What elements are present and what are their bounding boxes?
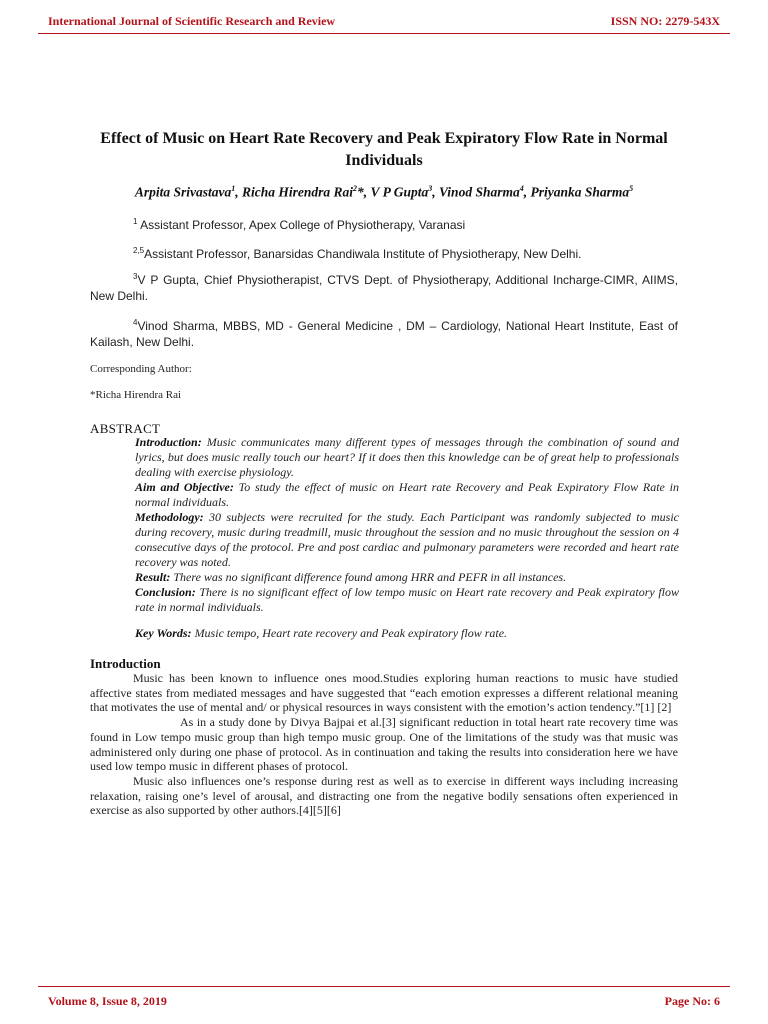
corresponding-author: *Richa Hirendra Rai: [90, 389, 182, 401]
affiliation-1: [90, 214, 678, 233]
corresponding-label: Corresponding Author:: [90, 363, 192, 375]
affiliation-superscript: 4: [133, 318, 138, 327]
affiliation-text: V P Gupta, Chief Physiotherapist, CTVS Dept. of Physiotherapy, Additional Incharge-CIMR, AIIMS, New Delhi.: [90, 273, 678, 303]
author-superscript: 5: [629, 184, 634, 193]
introduction-paragraph: Music also influences one’s response during rest as well as to exercise in different ways including increasing relaxation, raising one’s level of arousal, and distracting one from the negative bodily sensations often experienced in exercise as also supported by other authors.[4][5][6]: [90, 773, 678, 818]
abstract-body: [135, 435, 679, 641]
abstract-heading: ABSTRACT: [90, 421, 161, 436]
affiliation-superscript: 2,5: [133, 246, 145, 255]
affiliation-text: Assistant Professor, Banarsidas Chandiwala Institute of Physiotherapy, New Delhi.: [144, 247, 582, 261]
introduction-body: [90, 671, 678, 818]
abstract-label: Aim and Objective:: [135, 480, 234, 494]
footer-divider: [38, 986, 730, 987]
abstract-text: To study the effect of music on Heart rate Recovery and Peak Expiratory Flow Rate in normal individuals.: [135, 480, 679, 509]
abstract-label: Methodology:: [135, 510, 204, 524]
affiliation-superscript: 3: [133, 272, 138, 281]
header-divider: [38, 33, 730, 34]
paper-title: Effect of Music on Heart Rate Recovery and Peak Expiratory Flow Rate in Normal Individuals: [100, 130, 668, 169]
volume-issue: Volume 8, Issue 8, 2019: [48, 994, 167, 1008]
author-superscript: 4: [519, 184, 524, 193]
page-number: Page No: 6: [664, 994, 720, 1008]
abstract-label: Key Words:: [135, 626, 192, 640]
introduction-heading: Introduction: [90, 656, 161, 671]
abstract-text: Music communicates many different types of messages through the combination of sound and lyrics, but does music really touch our heart? If it does then this knowledge can be of great help to professionals dealing with exercise physiology.: [135, 435, 679, 479]
issn-number: ISSN NO: 2279-543X: [610, 14, 720, 28]
abstract-conclusion: [135, 585, 679, 615]
abstract-label: Introduction:: [135, 435, 202, 449]
author-name: , Priyanka Sharma: [523, 184, 630, 200]
abstract-methodology: [135, 510, 679, 570]
affiliation-text: Assistant Professor, Apex College of Physiotherapy, Varanasi: [137, 218, 466, 232]
affiliation-superscript: 1: [133, 217, 138, 226]
journal-name: International Journal of Scientific Research and Review: [48, 14, 336, 28]
abstract-label: Result:: [135, 570, 171, 584]
affiliation-text: Vinod Sharma, MBBS, MD - General Medicine , DM – Cardiology, National Heart Institute, East of Kailash, New Delhi.: [90, 319, 678, 349]
abstract-introduction: [135, 435, 679, 480]
abstract-result: [135, 570, 679, 585]
abstract-aim: [135, 480, 679, 510]
introduction-paragraph: Music has been known to influence ones mood.Studies exploring human reactions to music have studied affective states from mediated messages and have suggested that “each emotion expresses a different relational meaning that motivates the use of mental and/ or physical resources in ways consistent with the emotion’s action tendency.”[1] [2]: [90, 671, 678, 715]
author-superscript: 1: [231, 184, 236, 193]
author-name: Arpita Srivastava: [134, 184, 232, 200]
abstract-text: 30 subjects were recruited for the study. Each Participant was randomly subjected to music during recovery, music during treadmill, music throughout the session and no music throughout the session on 4 consecutive days of the protocol. Pre and post cardiac and pulmonary parameters were recorded and heart rate recovery was noted.: [135, 510, 679, 569]
author-name: , Richa Hirendra Rai: [235, 184, 354, 200]
abstract-text: Music tempo, Heart rate recovery and Peak expiratory flow rate.: [191, 626, 508, 640]
affiliation-2: [90, 243, 678, 262]
author-name: *, V P Gupta: [357, 184, 429, 200]
affiliation-4: [90, 315, 678, 350]
author-superscript: 2: [353, 184, 358, 193]
abstract-text: There is no significant effect of low tempo music on Heart rate recovery and Peak expiratory flow rate in normal individuals.: [135, 585, 679, 614]
author-superscript: 3: [428, 184, 433, 193]
abstract-text: There was no significant difference found among HRR and PEFR in all instances.: [170, 570, 567, 584]
author-list: [90, 184, 678, 201]
abstract-keywords: [135, 626, 679, 641]
author-name: , Vinod Sharma: [432, 184, 520, 200]
abstract-label: Conclusion:: [135, 585, 196, 599]
affiliation-3: [90, 269, 678, 304]
introduction-paragraph: As in a study done by Divya Bajpai et al.[3] significant reduction in total heart rate recovery time was found in Low tempo music group than high tempo music group. One of the limitations of the study was that music was administered only during one phase of protocol. As in continuation and taking the results into consideration here we have used low tempo music in different phases of protocol.: [90, 715, 678, 774]
